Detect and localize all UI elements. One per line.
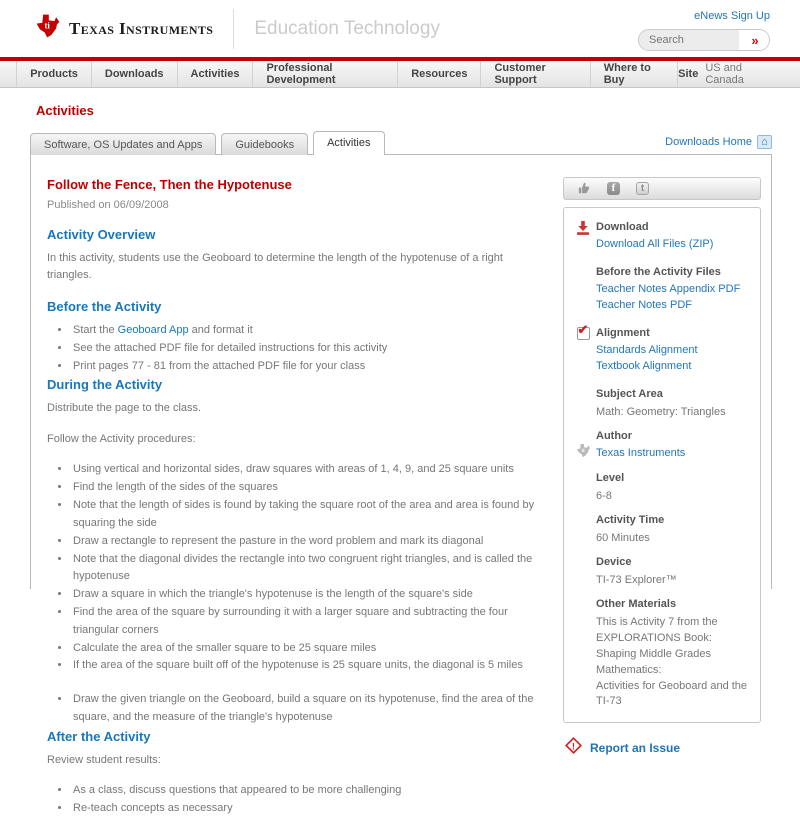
geoboard-app-link[interactable]: Geoboard App (117, 324, 189, 336)
activity-time-heading: Activity Time (596, 513, 665, 526)
activity-details-box (563, 207, 761, 723)
list-item: • Using vertical and horizontal sides, draw squares with areas of 1, 4, 9, and 25 square units (71, 461, 549, 479)
list-item: • As a class, discuss questions that appeared to be more challenging (71, 782, 549, 800)
list-item: • Note that the length of sides is found by taking the square root of the area and area is found by squaring the side (71, 497, 549, 533)
before-activity-list (55, 322, 549, 375)
nav-lead-cell (0, 61, 17, 87)
teacher-notes-appendix-pdf-link[interactable]: Teacher Notes Appendix PDF (596, 283, 741, 295)
nav-item-products[interactable]: Products (17, 61, 92, 87)
list-item: • Find the length of the sides of the squares (71, 479, 549, 497)
alignment-heading: Alignment (596, 327, 650, 339)
twitter-icon[interactable]: t (636, 182, 649, 195)
division-title: Education Technology (254, 17, 440, 39)
report-issue-icon (565, 737, 582, 759)
list-item: • See the attached PDF file for detailed instructions for this activity (71, 340, 549, 358)
during-p2: Follow the Activity procedures: (47, 432, 196, 445)
heading-during-activity: During the Activity (47, 377, 163, 393)
textbook-alignment-link[interactable]: Textbook Alignment (596, 360, 692, 372)
during-activity-list (55, 461, 549, 675)
level-heading: Level (596, 471, 625, 484)
site-label: Site (678, 68, 699, 80)
list-item: • If the area of the square built off of the hypotenuse is 25 square units, the diagonal is 5 miles (71, 657, 549, 675)
published-date: Published on 06/09/2008 (47, 199, 169, 211)
during-activity-extra-list (55, 691, 549, 727)
alignment-check-icon: ✔ (577, 327, 590, 340)
tab-bar (0, 130, 800, 154)
page-title: Activities (36, 103, 94, 118)
list-item: • Start the Geoboard App and format it (71, 322, 549, 340)
download-all-files-link[interactable]: Download All Files (ZIP) (596, 238, 714, 250)
nav-item-where-to-buy[interactable]: Where to Buy (591, 61, 678, 87)
content-panel (30, 154, 772, 815)
brand-name: Texas Instruments (69, 18, 214, 38)
activity-time-value: 60 Minutes (596, 531, 650, 544)
article (39, 177, 563, 815)
facebook-icon[interactable]: f (607, 182, 620, 195)
heading-activity-overview: Activity Overview (47, 227, 156, 242)
download-heading: Download (596, 221, 649, 233)
level-value: 6-8 (596, 489, 612, 502)
site-header (0, 0, 800, 57)
other-materials-heading: Other Materials (596, 597, 677, 610)
list-item: • Find the area of the square by surrounding it with a larger square and subtracting the four triangular corners (71, 604, 549, 640)
subject-area-heading: Subject Area (596, 388, 663, 400)
ti-bug-icon (35, 13, 61, 44)
social-share-bar (563, 177, 761, 200)
subject-area-value: Math: Geometry: Triangles (596, 406, 726, 418)
after-activity-list (55, 782, 549, 818)
home-icon[interactable]: ⌂ (757, 135, 772, 149)
during-p1: Distribute the page to the class. (47, 402, 202, 415)
list-item: • Note that the diagonal divides the rectangle into two congruent right triangles, and is called the hypotenuse (71, 551, 549, 587)
list-item: • Calculate the area of the smaller square to be 25 square miles (71, 640, 549, 658)
report-issue-row (565, 737, 761, 759)
list-item: • Draw a square in which the triangle's hypotenuse is the length of the square's side (71, 586, 549, 604)
heading-before-activity: Before the Activity (47, 299, 162, 314)
before-activity-files-heading: Before the Activity Files (596, 266, 721, 278)
device-value: TI-73 Explorer™ (596, 573, 677, 586)
search-go-icon[interactable]: » (739, 30, 769, 50)
tab-software-os-updates[interactable]: Software, OS Updates and Apps (30, 133, 216, 155)
heading-after-activity: After the Activity (47, 728, 151, 744)
search-input[interactable] (639, 30, 739, 50)
svg-text:ti: ti (44, 20, 50, 31)
tab-activities[interactable]: Activities (313, 131, 384, 155)
after-p1: Review student results: (47, 753, 161, 766)
ti-author-icon (570, 429, 596, 463)
ti-logo[interactable] (35, 13, 213, 44)
tab-guidebooks[interactable]: Guidebooks (221, 133, 308, 155)
device-heading: Device (596, 555, 632, 568)
list-item: • Re-teach concepts as necessary (71, 800, 549, 818)
nav-item-activities[interactable]: Activities (178, 61, 254, 87)
article-title: Follow the Fence, Then the Hypotenuse (47, 177, 292, 192)
other-materials-line: This is Activity 7 from the EXPLORATIONS Book: (596, 615, 718, 644)
list-item: • Print pages 77 - 81 from the attached PDF file for your class (71, 358, 549, 376)
downloads-home-link[interactable]: Downloads Home ⌂ (665, 135, 772, 154)
primary-nav (0, 61, 800, 88)
teacher-notes-pdf-link[interactable]: Teacher Notes PDF (596, 299, 692, 311)
site-region-selector[interactable]: US and Canada (705, 62, 744, 86)
list-item: • Draw the given triangle on the Geoboard, build a square on its hypotenuse, find the area of the square, and the measure of the triangle's hypotenuse (71, 691, 549, 727)
nav-item-customer-support[interactable]: Customer Support (481, 61, 590, 87)
svg-text:ti: ti (580, 447, 585, 454)
enews-signup-link[interactable]: eNews Sign Up (694, 10, 770, 22)
list-item: • Draw a rectangle to represent the pasture in the word problem and mark its diagonal (71, 533, 549, 551)
other-materials-line: Shaping Middle Grades Mathematics: (596, 647, 711, 676)
sidebar (563, 177, 763, 756)
nav-item-professional-development[interactable]: Professional Development (253, 61, 398, 87)
report-issue-link[interactable]: Report an Issue (590, 741, 681, 756)
nav-item-resources[interactable]: Resources (398, 61, 481, 87)
nav-item-downloads[interactable]: Downloads (92, 61, 178, 87)
like-icon[interactable] (576, 181, 591, 196)
author-link[interactable]: Texas Instruments (596, 446, 686, 459)
search-box (638, 29, 770, 51)
author-heading: Author (596, 429, 633, 442)
download-icon (570, 220, 596, 254)
svg-text:!: ! (571, 741, 576, 753)
other-materials-line: Activities for Geoboard and the TI-73 (596, 679, 748, 708)
header-divider (233, 9, 234, 49)
standards-alignment-link[interactable]: Standards Alignment (596, 344, 698, 356)
overview-text: In this activity, students use the Geoboard to determine the length of the hypotenuse of a right triangles. (47, 252, 503, 281)
